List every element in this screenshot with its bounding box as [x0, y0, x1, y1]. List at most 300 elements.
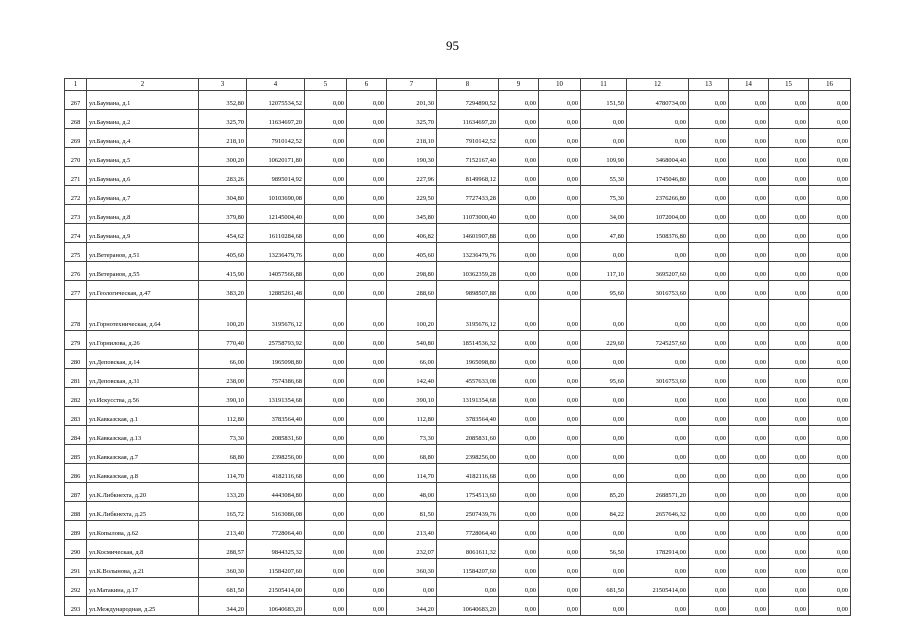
value-cell: 0,00	[729, 464, 769, 483]
value-cell: 0,00	[305, 281, 347, 300]
value-cell: 0,00	[539, 597, 581, 616]
row-number-cell: 286	[65, 464, 87, 483]
value-cell: 0,00	[499, 445, 539, 464]
value-cell: 7728064,40	[247, 521, 305, 540]
value-cell: 0,00	[305, 91, 347, 110]
value-cell: 0,00	[581, 129, 627, 148]
table-row	[65, 578, 851, 597]
value-cell: 3016753,60	[627, 369, 689, 388]
value-cell: 0,00	[729, 407, 769, 426]
value-cell: 81,50	[387, 502, 437, 521]
value-cell: 117,10	[581, 262, 627, 281]
value-cell: 0,00	[769, 331, 809, 350]
value-cell: 0,00	[729, 300, 769, 331]
value-cell: 288,57	[199, 540, 247, 559]
value-cell: 0,00	[347, 300, 387, 331]
column-header: 3	[199, 79, 247, 91]
value-cell: 0,00	[499, 407, 539, 426]
value-cell: 344,20	[199, 597, 247, 616]
table-row	[65, 300, 851, 331]
value-cell: 0,00	[769, 426, 809, 445]
value-cell: 0,00	[581, 521, 627, 540]
table-row	[65, 331, 851, 350]
address-cell: ул.Копылова, д.62	[87, 521, 199, 540]
value-cell: 0,00	[539, 243, 581, 262]
value-cell: 0,00	[769, 148, 809, 167]
value-cell: 7727433,28	[437, 186, 499, 205]
value-cell: 0,00	[305, 426, 347, 445]
value-cell: 0,00	[769, 483, 809, 502]
table-row	[65, 243, 851, 262]
value-cell: 4557633,08	[437, 369, 499, 388]
value-cell: 0,00	[809, 559, 851, 578]
value-cell: 66,00	[387, 350, 437, 369]
value-cell: 73,30	[199, 426, 247, 445]
value-cell: 2376266,80	[627, 186, 689, 205]
value-cell: 0,00	[809, 350, 851, 369]
value-cell: 0,00	[499, 224, 539, 243]
value-cell: 0,00	[499, 578, 539, 597]
value-cell: 0,00	[499, 262, 539, 281]
value-cell: 0,00	[769, 129, 809, 148]
value-cell: 0,00	[729, 262, 769, 281]
value-cell: 13191354,68	[437, 388, 499, 407]
value-cell: 0,00	[689, 578, 729, 597]
value-cell: 0,00	[305, 369, 347, 388]
value-cell: 0,00	[539, 350, 581, 369]
table-row	[65, 350, 851, 369]
value-cell: 68,80	[199, 445, 247, 464]
value-cell: 3195676,12	[437, 300, 499, 331]
value-cell: 0,00	[809, 502, 851, 521]
value-cell: 73,30	[387, 426, 437, 445]
value-cell: 0,00	[809, 186, 851, 205]
value-cell: 133,20	[199, 483, 247, 502]
value-cell: 0,00	[769, 262, 809, 281]
value-cell: 0,00	[305, 540, 347, 559]
value-cell: 114,70	[199, 464, 247, 483]
value-cell: 352,80	[199, 91, 247, 110]
value-cell: 0,00	[347, 350, 387, 369]
value-cell: 0,00	[305, 224, 347, 243]
value-cell: 390,10	[387, 388, 437, 407]
value-cell: 0,00	[769, 350, 809, 369]
value-cell: 1965098,80	[247, 350, 305, 369]
value-cell: 0,00	[729, 445, 769, 464]
value-cell: 13191354,68	[247, 388, 305, 407]
column-header: 2	[87, 79, 199, 91]
value-cell: 0,00	[627, 129, 689, 148]
address-cell: ул.Деповская, д.14	[87, 350, 199, 369]
value-cell: 0,00	[769, 205, 809, 224]
value-cell: 0,00	[769, 388, 809, 407]
value-cell: 0,00	[499, 148, 539, 167]
table-row	[65, 388, 851, 407]
value-cell: 0,00	[305, 110, 347, 129]
value-cell: 95,60	[581, 369, 627, 388]
row-number-cell: 271	[65, 167, 87, 186]
row-number-cell: 279	[65, 331, 87, 350]
value-cell: 0,00	[347, 186, 387, 205]
value-cell: 0,00	[769, 578, 809, 597]
value-cell: 11634697,20	[437, 110, 499, 129]
value-cell: 2398256,00	[437, 445, 499, 464]
value-cell: 0,00	[627, 300, 689, 331]
value-cell: 0,00	[769, 186, 809, 205]
header-row	[65, 79, 851, 91]
value-cell: 7910142,52	[247, 129, 305, 148]
value-cell: 0,00	[581, 407, 627, 426]
value-cell: 0,00	[809, 243, 851, 262]
value-cell: 0,00	[499, 597, 539, 616]
value-cell: 0,00	[499, 464, 539, 483]
value-cell: 3783564,40	[437, 407, 499, 426]
value-cell: 0,00	[581, 388, 627, 407]
value-cell: 0,00	[347, 167, 387, 186]
row-number-cell: 280	[65, 350, 87, 369]
address-cell: ул.Баумана, д.7	[87, 186, 199, 205]
row-number-cell: 290	[65, 540, 87, 559]
value-cell: 190,30	[387, 148, 437, 167]
value-cell: 9895014,92	[247, 167, 305, 186]
value-cell: 0,00	[347, 483, 387, 502]
value-cell: 229,60	[581, 331, 627, 350]
row-number-cell: 281	[65, 369, 87, 388]
value-cell: 0,00	[305, 483, 347, 502]
column-header: 9	[499, 79, 539, 91]
value-cell: 85,20	[581, 483, 627, 502]
value-cell: 75,30	[581, 186, 627, 205]
value-cell: 0,00	[581, 597, 627, 616]
value-cell: 95,60	[581, 281, 627, 300]
value-cell: 11634697,20	[247, 110, 305, 129]
value-cell: 0,00	[729, 167, 769, 186]
value-cell: 0,00	[729, 426, 769, 445]
table-row	[65, 540, 851, 559]
value-cell: 9898507,88	[437, 281, 499, 300]
address-cell: ул.Ветеранов, д.55	[87, 262, 199, 281]
value-cell: 0,00	[305, 186, 347, 205]
value-cell: 3783564,40	[247, 407, 305, 426]
value-cell: 4443084,80	[247, 483, 305, 502]
column-header: 8	[437, 79, 499, 91]
address-cell: ул.Кавказская, д.1	[87, 407, 199, 426]
value-cell: 0,00	[809, 148, 851, 167]
value-cell: 0,00	[689, 464, 729, 483]
address-cell: ул.Кавказская, д.8	[87, 464, 199, 483]
value-cell: 0,00	[627, 426, 689, 445]
table-row	[65, 281, 851, 300]
value-cell: 0,00	[305, 243, 347, 262]
value-cell: 0,00	[769, 369, 809, 388]
value-cell: 0,00	[689, 110, 729, 129]
value-cell: 0,00	[347, 426, 387, 445]
value-cell: 0,00	[769, 91, 809, 110]
address-cell: ул.К.Волынова, д.21	[87, 559, 199, 578]
value-cell: 0,00	[729, 483, 769, 502]
value-cell: 0,00	[539, 331, 581, 350]
value-cell: 0,00	[539, 388, 581, 407]
value-cell: 55,30	[581, 167, 627, 186]
value-cell: 9844325,32	[247, 540, 305, 559]
value-cell: 7294890,52	[437, 91, 499, 110]
value-cell: 0,00	[305, 262, 347, 281]
value-cell: 213,40	[387, 521, 437, 540]
value-cell: 13236479,76	[437, 243, 499, 262]
value-cell: 0,00	[347, 148, 387, 167]
value-cell: 0,00	[539, 578, 581, 597]
address-cell: ул.Космическая, д.8	[87, 540, 199, 559]
address-cell: ул.Баумана, д.6	[87, 167, 199, 186]
value-cell: 1745046,80	[627, 167, 689, 186]
value-cell: 2657646,32	[627, 502, 689, 521]
row-number-cell: 270	[65, 148, 87, 167]
value-cell: 0,00	[769, 281, 809, 300]
column-header: 13	[689, 79, 729, 91]
value-cell: 0,00	[347, 331, 387, 350]
value-cell: 0,00	[809, 110, 851, 129]
address-cell: ул.Баумана, д.5	[87, 148, 199, 167]
value-cell: 165,72	[199, 502, 247, 521]
address-cell: ул.Кавказская, д.7	[87, 445, 199, 464]
value-cell: 300,20	[199, 148, 247, 167]
table-body	[65, 91, 851, 616]
row-number-cell: 272	[65, 186, 87, 205]
value-cell: 0,00	[305, 167, 347, 186]
address-cell: ул.Деповская, д.31	[87, 369, 199, 388]
value-cell: 0,00	[581, 445, 627, 464]
value-cell: 0,00	[499, 559, 539, 578]
value-cell: 0,00	[689, 91, 729, 110]
value-cell: 0,00	[305, 464, 347, 483]
value-cell: 0,00	[539, 483, 581, 502]
value-cell: 142,40	[387, 369, 437, 388]
value-cell: 0,00	[539, 224, 581, 243]
address-cell: ул.Баумана, д.8	[87, 205, 199, 224]
value-cell: 0,00	[809, 262, 851, 281]
value-cell: 0,00	[499, 91, 539, 110]
value-cell: 0,00	[539, 502, 581, 521]
value-cell: 0,00	[689, 205, 729, 224]
row-number-cell: 285	[65, 445, 87, 464]
value-cell: 0,00	[729, 205, 769, 224]
value-cell: 0,00	[689, 502, 729, 521]
value-cell: 0,00	[581, 350, 627, 369]
address-cell: ул.Баумана, д.1	[87, 91, 199, 110]
value-cell: 34,00	[581, 205, 627, 224]
value-cell: 0,00	[499, 369, 539, 388]
value-cell: 0,00	[305, 445, 347, 464]
value-cell: 0,00	[347, 262, 387, 281]
row-number-cell: 276	[65, 262, 87, 281]
value-cell: 0,00	[769, 110, 809, 129]
value-cell: 0,00	[689, 186, 729, 205]
value-cell: 0,00	[809, 388, 851, 407]
value-cell: 0,00	[769, 540, 809, 559]
value-cell: 0,00	[347, 502, 387, 521]
value-cell: 0,00	[499, 502, 539, 521]
value-cell: 238,00	[199, 369, 247, 388]
column-header: 7	[387, 79, 437, 91]
value-cell: 0,00	[499, 388, 539, 407]
table-row	[65, 186, 851, 205]
value-cell: 2085831,60	[247, 426, 305, 445]
value-cell: 0,00	[581, 426, 627, 445]
value-cell: 0,00	[305, 521, 347, 540]
table-row	[65, 167, 851, 186]
value-cell: 0,00	[769, 502, 809, 521]
table-row	[65, 464, 851, 483]
value-cell: 405,60	[387, 243, 437, 262]
value-cell: 0,00	[581, 110, 627, 129]
value-cell: 0,00	[387, 578, 437, 597]
value-cell: 0,00	[539, 281, 581, 300]
value-cell: 0,00	[809, 521, 851, 540]
value-cell: 0,00	[729, 578, 769, 597]
value-cell: 0,00	[499, 281, 539, 300]
value-cell: 1072004,00	[627, 205, 689, 224]
value-cell: 0,00	[689, 331, 729, 350]
column-header: 14	[729, 79, 769, 91]
value-cell: 0,00	[769, 445, 809, 464]
value-cell: 0,00	[729, 243, 769, 262]
value-cell: 10640683,20	[437, 597, 499, 616]
value-cell: 3695207,60	[627, 262, 689, 281]
value-cell: 0,00	[729, 224, 769, 243]
value-cell: 0,00	[627, 464, 689, 483]
table-row	[65, 205, 851, 224]
value-cell: 14057566,88	[247, 262, 305, 281]
table-row	[65, 559, 851, 578]
row-number-cell: 291	[65, 559, 87, 578]
value-cell: 0,00	[627, 388, 689, 407]
value-cell: 0,00	[627, 521, 689, 540]
address-cell: ул.Ветеранов, д.51	[87, 243, 199, 262]
row-number-cell: 269	[65, 129, 87, 148]
value-cell: 0,00	[305, 578, 347, 597]
value-cell: 12145004,40	[247, 205, 305, 224]
address-cell: ул.Горнотехническая, д.64	[87, 300, 199, 331]
value-cell: 218,10	[387, 129, 437, 148]
table-row	[65, 407, 851, 426]
address-cell: ул.Искусства, д.56	[87, 388, 199, 407]
value-cell: 0,00	[729, 388, 769, 407]
value-cell: 0,00	[729, 597, 769, 616]
row-number-cell: 273	[65, 205, 87, 224]
column-header: 1	[65, 79, 87, 91]
value-cell: 0,00	[689, 262, 729, 281]
value-cell: 0,00	[809, 464, 851, 483]
value-cell: 288,60	[387, 281, 437, 300]
value-cell: 540,80	[387, 331, 437, 350]
address-cell: ул.Баумана, д.2	[87, 110, 199, 129]
value-cell: 3195676,12	[247, 300, 305, 331]
value-cell: 0,00	[809, 445, 851, 464]
value-cell: 3016753,60	[627, 281, 689, 300]
value-cell: 11584207,60	[247, 559, 305, 578]
value-cell: 48,00	[387, 483, 437, 502]
value-cell: 0,00	[809, 407, 851, 426]
address-cell: ул.Геологическая, д.47	[87, 281, 199, 300]
address-cell: ул.Баумана, д.4	[87, 129, 199, 148]
value-cell: 0,00	[809, 91, 851, 110]
value-cell: 0,00	[347, 91, 387, 110]
address-cell: ул.Баумана, д.9	[87, 224, 199, 243]
value-cell: 454,62	[199, 224, 247, 243]
value-cell: 0,00	[305, 597, 347, 616]
row-number-cell: 288	[65, 502, 87, 521]
value-cell: 770,40	[199, 331, 247, 350]
value-cell: 68,80	[387, 445, 437, 464]
address-cell: ул.К.Либкнехта, д.20	[87, 483, 199, 502]
column-header: 11	[581, 79, 627, 91]
table-row	[65, 110, 851, 129]
value-cell: 0,00	[305, 407, 347, 426]
address-cell: ул.К.Либкнехта, д.25	[87, 502, 199, 521]
value-cell: 0,00	[729, 350, 769, 369]
value-cell: 3468004,40	[627, 148, 689, 167]
column-header: 4	[247, 79, 305, 91]
value-cell: 325,70	[387, 110, 437, 129]
value-cell: 0,00	[347, 224, 387, 243]
value-cell: 11073000,40	[437, 205, 499, 224]
value-cell: 0,00	[689, 559, 729, 578]
column-header: 10	[539, 79, 581, 91]
value-cell: 0,00	[347, 369, 387, 388]
value-cell: 0,00	[437, 578, 499, 597]
value-cell: 304,80	[199, 186, 247, 205]
data-table	[64, 78, 851, 616]
value-cell: 325,70	[199, 110, 247, 129]
value-cell: 0,00	[539, 521, 581, 540]
value-cell: 0,00	[539, 464, 581, 483]
address-cell: ул.Матакина, д.17	[87, 578, 199, 597]
value-cell: 112,80	[199, 407, 247, 426]
value-cell: 0,00	[627, 597, 689, 616]
value-cell: 0,00	[499, 186, 539, 205]
value-cell: 0,00	[809, 205, 851, 224]
value-cell: 0,00	[305, 350, 347, 369]
value-cell: 14601907,88	[437, 224, 499, 243]
value-cell: 0,00	[729, 281, 769, 300]
value-cell: 0,00	[689, 540, 729, 559]
value-cell: 0,00	[305, 388, 347, 407]
value-cell: 0,00	[627, 350, 689, 369]
data-table-container	[64, 78, 850, 616]
value-cell: 0,00	[499, 350, 539, 369]
table-row	[65, 597, 851, 616]
value-cell: 0,00	[581, 559, 627, 578]
value-cell: 0,00	[809, 483, 851, 502]
value-cell: 0,00	[729, 331, 769, 350]
value-cell: 0,00	[539, 110, 581, 129]
value-cell: 84,22	[581, 502, 627, 521]
value-cell: 0,00	[809, 578, 851, 597]
value-cell: 0,00	[729, 502, 769, 521]
value-cell: 0,00	[347, 521, 387, 540]
value-cell: 0,00	[729, 129, 769, 148]
value-cell: 0,00	[539, 205, 581, 224]
value-cell: 0,00	[627, 445, 689, 464]
value-cell: 0,00	[689, 148, 729, 167]
value-cell: 0,00	[347, 597, 387, 616]
value-cell: 7152167,40	[437, 148, 499, 167]
column-header: 6	[347, 79, 387, 91]
value-cell: 0,00	[581, 300, 627, 331]
value-cell: 0,00	[689, 167, 729, 186]
value-cell: 283,26	[199, 167, 247, 186]
address-cell: ул.Горнилова, д.26	[87, 331, 199, 350]
